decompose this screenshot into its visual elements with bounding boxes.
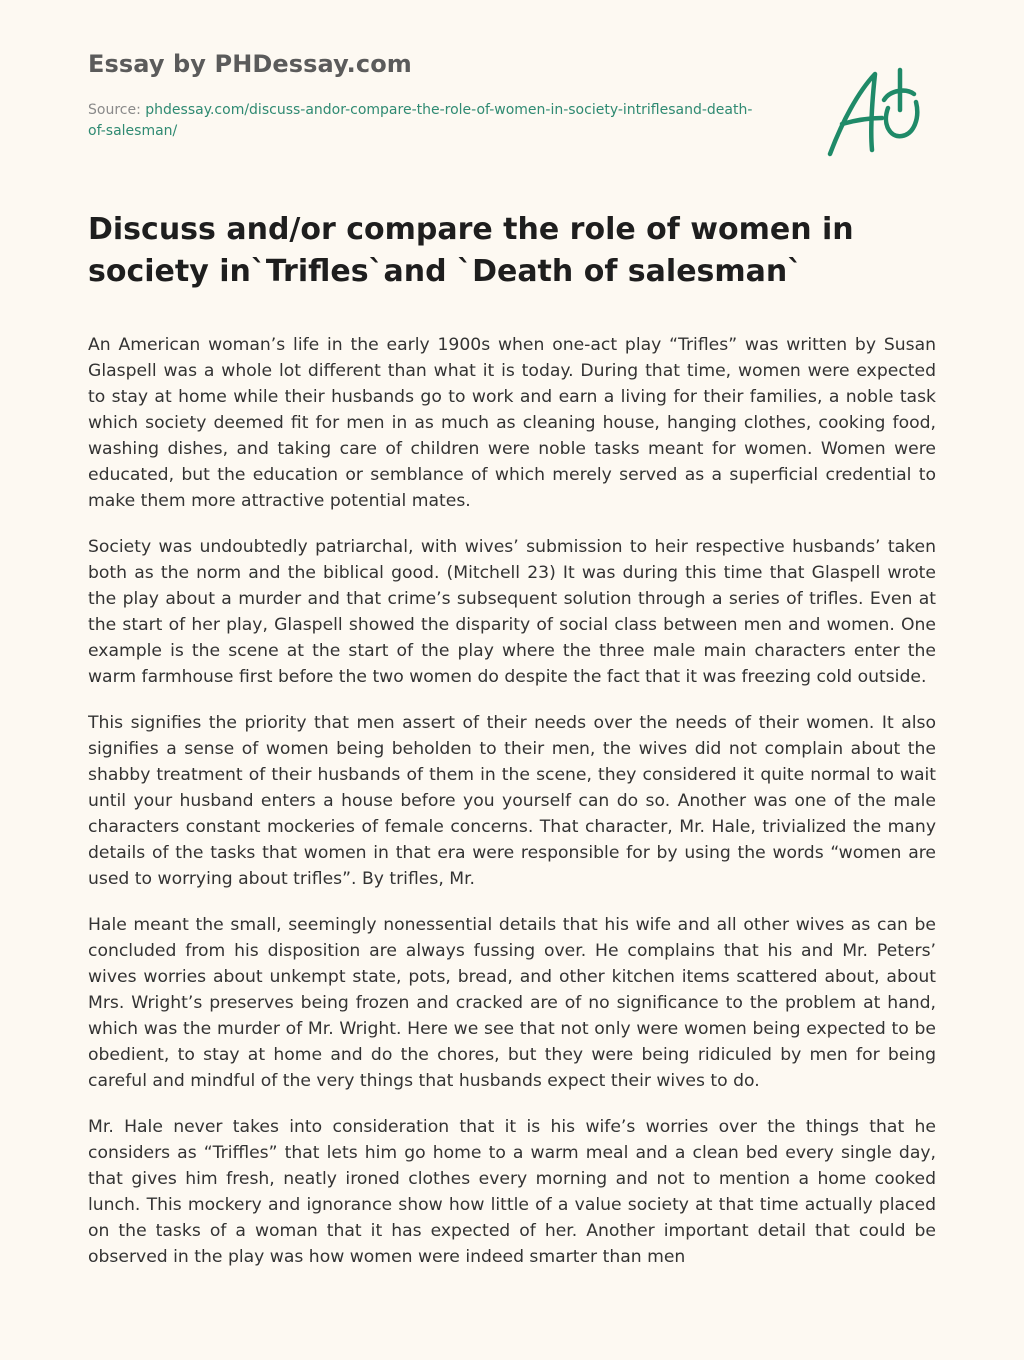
essay-paragraph: This signifies the priority that men assert of their needs over the needs of their women. It also signifies a sense of women being beholden to their men, the wives did not complain about the shabby treatment of their husbands of them in the scene, they considered it quite normal to wait until your husband enters a house before you yourself can do so. Another was one of the male characters constant mockeries of female concerns. That character, Mr. Hale, trivialized the many details of the tasks that women in that era were responsible for by using the words “women are used to worrying about trifles”. By trifles, Mr. xyxy=(88,713,936,889)
a-plus-logo-icon xyxy=(820,62,930,162)
source-link[interactable]: phdessay.com/discuss-andor-compare-the-role-of-women-in-society-intriflesand-death-of-salesman/ xyxy=(88,102,753,139)
essay-paragraph: An American woman’s life in the early 1900s when one-act play “Trifles” was written by Susan Glaspell was a whole lot different than what it is today. During that time, women were expected to stay at home while their husbands go to work and earn a living for their families, a noble task which society deemed fit for men in as much as cleaning house, hanging clothes, cooking food, washing dishes, and taking care of children were noble tasks meant for women. Women were educated, but the education or semblance of which merely served as a superficial credential to make them more attractive potential mates. xyxy=(88,335,936,511)
essay-body xyxy=(88,332,936,1360)
source-line xyxy=(88,100,768,142)
essay-title: Discuss and/or compare the role of women in society in`Trifles`and `Death of salesman` xyxy=(88,212,854,289)
essay-paragraph: Society was undoubtedly patriarchal, with wives’ submission to heir respective husbands’ taken both as the norm and the biblical good. (Mitchell 23) It was during this time that Glaspell wrote the play about a murder and that crime’s subsequent solution through a series of trifles. Even at the start of her play, Glaspell showed the disparity of social class between men and women. One example is the scene at the start of the play where the three male main characters enter the warm farmhouse first before the two women do despite the fact that it was freezing cold outside. xyxy=(88,537,936,687)
essay-paragraph: Hale meant the small, seemingly nonessential details that his wife and all other wives as can be concluded from his disposition are always fussing over. He complains that his and Mr. Peters’ wives worries about unkempt state, pots, bread, and other kitchen items scattered about, about Mrs. Wright’s preserves being frozen and cracked are of no significance to the problem at hand, which was the murder of Mr. Wright. Here we see that not only were women being expected to be obedient, to stay at home and do the chores, but they were being ridiculed by men for being careful and mindful of the very things that husbands expect their wives to do. xyxy=(88,915,936,1091)
a-plus-logo-strokes xyxy=(830,70,917,154)
source-label: Source: xyxy=(88,102,141,118)
essay-paragraph: Mr. Hale never takes into consideration that it is his wife’s worries over the things that he considers as “Triffles” that lets him go home to a warm meal and a clean bed every single day, that gives him fresh, neatly ironed clothes every morning and not to mention a home cooked lunch. This mockery and ignorance show how little of a value society at that time actually placed on the tasks of a woman that it has expected of her. Another important detail that could be observed in the play was how women were indeed smarter than men xyxy=(88,1117,936,1267)
site-title: Essay by PHDessay.com xyxy=(88,50,412,78)
